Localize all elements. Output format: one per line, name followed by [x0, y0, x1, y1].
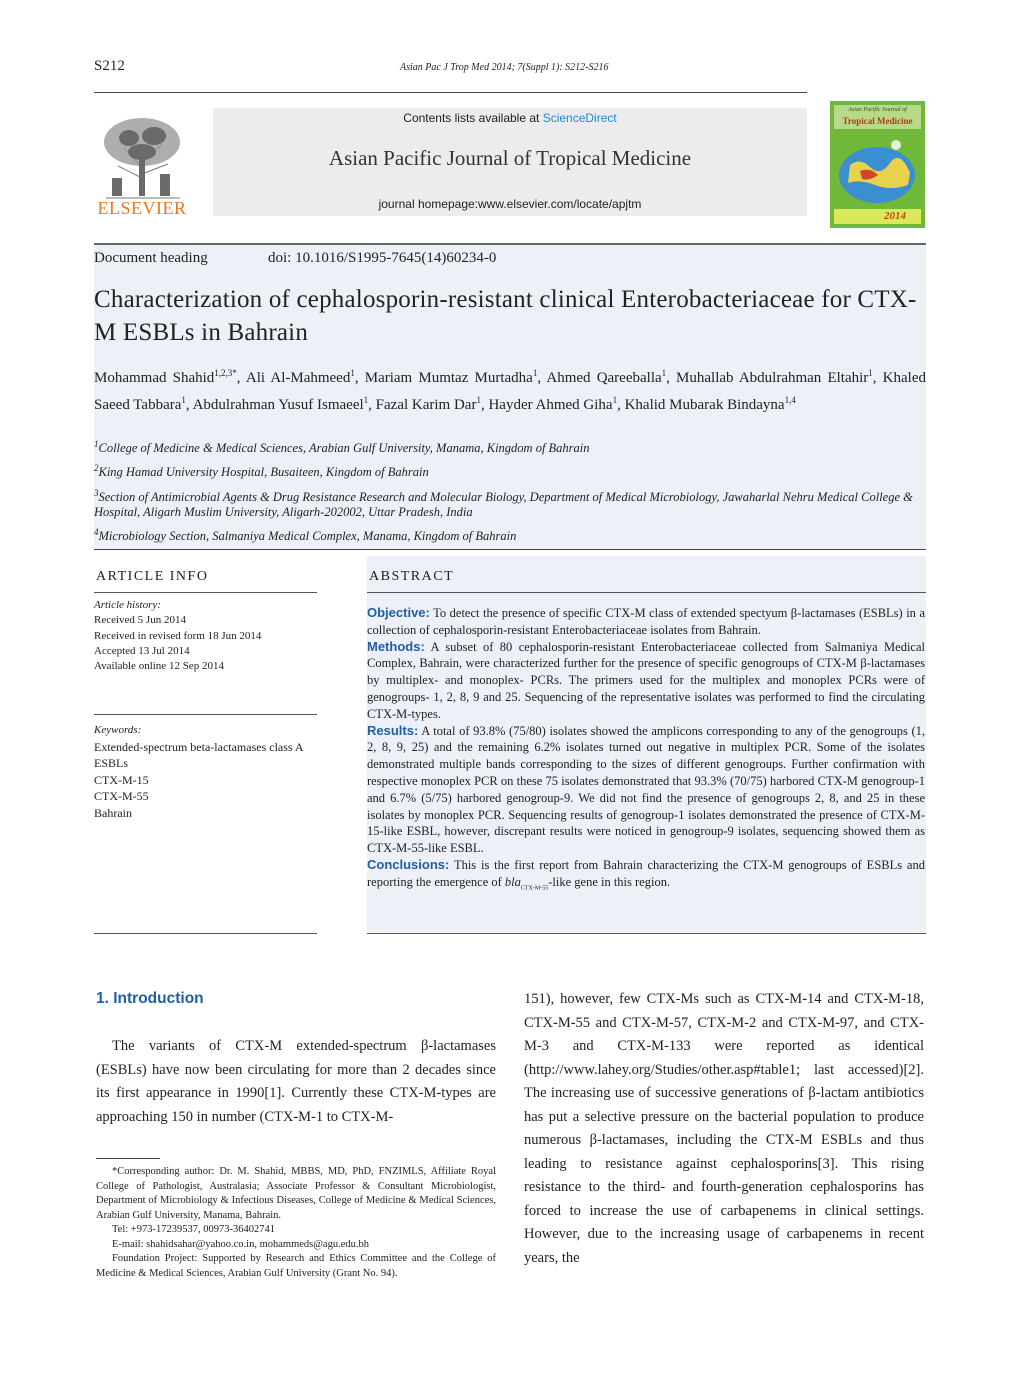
abstract-heading: ABSTRACT — [369, 569, 455, 584]
article-history-label: Article history: — [94, 599, 161, 611]
author-affiliation-marker: 1 — [476, 395, 481, 405]
title-band-rule — [94, 549, 926, 550]
abstract-results — [367, 723, 925, 857]
abstract-conclusions — [367, 857, 925, 897]
email-note[interactable]: E-mail: shahidsahar@yahoo.co.in, mohammeds@agu.edu.bh — [112, 1238, 369, 1250]
author-name: Khaled Saeed Tabbara — [94, 370, 926, 413]
affiliation-number: 4 — [94, 527, 99, 537]
journal-cover — [830, 101, 925, 228]
author-list: Mohammad Shahid$^{1,2,3*}$, Ali Al-Mahmeed$^1$, Mariam Mumtaz Murtadha$^1$, Ahmed Qareeballa$^1$, Muhallab Abdulrahman Eltahir$^1$, Khaled Saeed Tabbara$^1$, Abdulrahman Yusuf Ismaeel$^1$, Fazal Karim Dar$^1$, Hayder Ahmed Giha$^1$, Khalid Mubarak Bindayna$^{1,4}$ — [94, 368, 926, 413]
elsevier-wordmark-text: ELSEVIER — [97, 198, 187, 218]
elsevier-logo — [94, 108, 190, 220]
contents-prefix: Contents lists available at — [403, 111, 543, 125]
elsevier-wordmark — [94, 198, 190, 219]
document-heading: Document heading — [94, 250, 208, 266]
keyword: CTX-M-55 — [94, 789, 149, 803]
introduction-column-1 — [96, 1035, 496, 1129]
conclusions-label: Conclusions: — [367, 856, 450, 872]
author-affiliation-marker: 1 — [868, 368, 873, 378]
affiliation-2 — [94, 461, 926, 480]
introduction-paragraph: The variants of CTX-M extended-spectrum β-lactamases (ESBLs) have now been circulating for more than 2 decades since its first appearance in 1990[1]. Currently these CTX-M-types are approaching 150 in number (CTX-M-1 to CTX-M- — [96, 1038, 496, 1125]
keyword: CTX-M-15 — [94, 772, 149, 787]
author-name: Khalid Mubarak Bindayna — [624, 397, 785, 413]
results-text: A total of 93.8% (75/80) isolates showed the amplicons corresponding to any of the genogroups (1, 2, 8, 9, 25) and the remaining 6.2% isolates turned out negative in multiplex PCR. Some of the isolates demonstrated multiple bands corresponding to the sizes of different genogroups. Further confirmation with respective monoplex PCR on these 75 isolates demonstrated that 93.3% (70/75) harbored CTX-M genogroup-1 and 6.7% (5/75) harbored genogroup-9. We did not find the presence of genogroups 2, 8, and 25 in these isolates by monoplex PCR. Sequencing results of genogroup-1 isolates demonstrated the presence of CTX-M-15-like ESBL, however, discrepant results were noticed in genogroup-9 isolates, sequencing showed them as CTX-M-55-like ESBL. — [367, 723, 925, 856]
introduction-column-2 — [524, 988, 924, 1270]
conclusions-text-a: This is the first report from Bahrain characterizing the CTX-M genogroups of ESBLs and reporting the emergence of — [367, 857, 925, 889]
history-received: Received 5 Jun 2014 — [94, 614, 186, 627]
author-affiliation-marker: 1 — [661, 368, 667, 378]
author-affiliation-marker: 1 — [612, 395, 618, 405]
author-affiliation-marker: 1 — [181, 395, 186, 405]
keywords-label: Keywords: — [94, 724, 142, 736]
author-name: Muhallab Abdulrahman Eltahir — [676, 370, 869, 386]
author-affiliation-marker: 1 — [350, 368, 355, 378]
corresponding-author-note: *Corresponding author: Dr. M. Shahid, MBBS, MD, PhD, FNZIMLS, Affiliate Royal College of Pathologist, Australasia; Associate Professor & Consultant Microbiologist, Department of Microbiology & Infectious Diseases, College of Medicine & Medical Sciences, Arabian Gulf University, Manama, Bahrain. — [96, 1166, 496, 1221]
affiliation-number: 1 — [94, 439, 99, 449]
keyword: Extended-spectrum beta-lactamases class A ESBLs — [94, 739, 303, 770]
affiliation-text: Microbiology Section, Salmaniya Medical Complex, Manama, Kingdom of Bahrain — [98, 529, 517, 544]
sciencedirect-link[interactable]: ScienceDirect — [542, 111, 617, 125]
affiliation-number: 2 — [94, 463, 99, 473]
affiliation-4 — [94, 525, 926, 544]
conclusions-text-b: -like gene in this region. — [548, 874, 671, 889]
abstract-methods — [367, 639, 925, 723]
article-info-heading: ARTICLE INFO — [96, 569, 209, 584]
author-name: Abdulrahman Yusuf Ismaeel — [192, 397, 364, 413]
author-affiliation-marker: 1,2,3* — [214, 368, 237, 378]
author-name: Hayder Ahmed Giha — [488, 397, 613, 413]
objective-text: To detect the presence of specific CTX-M class of extended spectyum β-lactamases (ESBLs) in a collection of cephalosporin-resistant Enterobacteriaceae isolates from Bahrain. — [367, 606, 925, 637]
article-title: Characterization of cephalosporin-resistant clinical Enterobacteriaceae for CTX-M ESBLs in Bahrain — [94, 286, 917, 346]
funding-note: Foundation Project: Supported by Research and Ethics Committee and the College of Medicine & Medical Sciences, Arabian Gulf University (Grant No. 94). — [96, 1253, 496, 1279]
history-online: Available online 12 Sep 2014 — [94, 660, 224, 673]
footnote-rule — [96, 1158, 160, 1159]
affiliation-3 — [94, 486, 926, 520]
keywords — [94, 722, 317, 821]
author-affiliation-marker: 1 — [532, 368, 538, 378]
journal-banner — [213, 108, 807, 216]
abstract-rule — [367, 592, 926, 593]
header-rule — [94, 92, 807, 93]
footnotes — [96, 1165, 496, 1281]
journal-name: Asian Pacific Journal of Tropical Medicine — [328, 146, 692, 170]
history-revised: Received in revised form 18 Jun 2014 — [94, 629, 262, 642]
author-name: Fazal Karim Dar — [375, 397, 477, 413]
author-affiliation-marker: 1,4 — [784, 395, 796, 405]
conclusions-gene-subscript: CTX-M-55 — [520, 885, 549, 892]
author-name: Ahmed Qareeballa — [546, 370, 662, 386]
affiliation-number: 3 — [94, 488, 99, 498]
introduction-heading: 1. Introduction — [96, 990, 204, 1007]
keyword: Bahrain — [94, 805, 132, 820]
methods-label: Methods: — [367, 638, 425, 654]
cover-year: 2014 — [884, 210, 906, 222]
page-number: S212 — [94, 58, 125, 74]
results-label: Results: — [367, 722, 419, 738]
abstract-bottom-rule — [367, 933, 926, 934]
affiliation-1 — [94, 437, 926, 456]
article-history — [94, 598, 317, 674]
keywords-rule — [94, 714, 317, 715]
article-info-rule — [94, 592, 317, 593]
contents-line — [213, 111, 807, 125]
cover-title-small: Asian Pacific Journal of — [848, 107, 907, 113]
conclusions-gene: bla — [504, 874, 521, 889]
author-name: Ali Al-Mahmeed — [245, 370, 351, 386]
abstract-objective — [367, 605, 925, 639]
objective-label: Objective: — [367, 605, 430, 620]
abstract-text — [367, 605, 925, 897]
author-name: Mariam Mumtaz Murtadha — [364, 370, 533, 386]
methods-text: A subset of 80 cephalosporin-resistant Enterobacteriaceae collected from Salmaniya Medical Complex, Bahrain, were characterized further for the presence of specific genogroups of CTX-M β-lactamases by multiplex- and monoplex- PCRs. The primers used for the multiplex and monoplex PCRs were of genogroups- 1, 2, 8, 9 and 25. Sequencing of the representative isolates was performed to find the circulating CTX-M-types. — [367, 639, 925, 721]
author-name: Mohammad Shahid — [94, 370, 215, 386]
running-head: Asian Pac J Trop Med 2014; 7(Suppl 1): S212-S216 — [400, 62, 609, 73]
history-accepted: Accepted 13 Jul 2014 — [94, 644, 190, 657]
introduction-paragraph-continued: 151), however, few CTX-Ms such as CTX-M-14 and CTX-M-18, CTX-M-55 and CTX-M-57, CTX-M-2 and CTX-M-97, and CTX-M-3 and CTX-M-133 were reported as identical (http://www.lahey.org/Studies/other.asp#table1; last accessed)[2]. The increasing use of successive generations of β-lactam antibiotics has put a selective pressure on the bacterial population to produce numerous β-lactamases, including the CTX-M ESBLs and thus leading to resistance against cephalosporins[3]. This rising resistance to the third- and fourth-generation cephalosporins has forced to increase the use of carbapenems in clinical settings. However, due to the increasing usage of carbapenems in recent years, the — [524, 991, 924, 1266]
author-affiliation-marker: 1 — [363, 395, 369, 405]
affiliation-text: College of Medicine & Medical Sciences, Arabian Gulf University, Manama, Kingdom of Bahrain — [98, 441, 590, 456]
article-info-bottom-rule — [94, 933, 317, 934]
telephone-note: Tel: +973-17239537, 00973-36402741 — [112, 1224, 275, 1235]
doi[interactable]: doi: 10.1016/S1995-7645(14)60234-0 — [268, 250, 497, 266]
journal-homepage[interactable]: journal homepage:www.elsevier.com/locate/apjtm — [378, 197, 642, 211]
cover-title: Tropical Medicine — [842, 116, 913, 126]
affiliation-text: King Hamad University Hospital, Busaiteen, Kingdom of Bahrain — [98, 465, 429, 480]
affiliation-text: Section of Antimicrobial Agents & Drug Resistance Research and Molecular Biology, Department of Medical Microbiology, Jawaharlal Nehru Medical College & Hospital, Aligarh Muslim University, Aligarh-202002, Uttar Pradesh, India — [94, 490, 913, 520]
